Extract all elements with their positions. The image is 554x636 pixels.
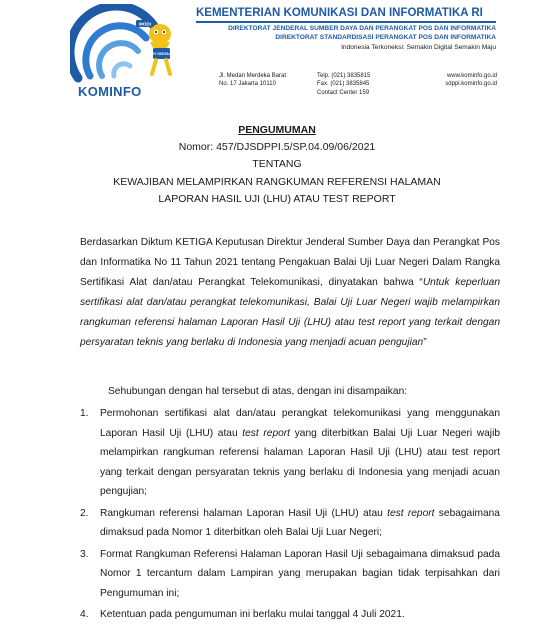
numbered-list bbox=[80, 404, 500, 627]
item-number: 3. bbox=[80, 548, 89, 560]
website-2[interactable]: sdppi.kominfo.go.id bbox=[445, 81, 497, 88]
opening-paragraph bbox=[80, 233, 500, 353]
paragraph-text: Berdasarkan Diktum KETIGA Keputusan Direktur Jenderal Sumber Daya dan Perangkat Pos dan Informatika No 11 Tahun 2021 tentang Pengakuan Balai Uji Luar Negeri Dalam Rangka Sertifikasi Alat dan/atau Perangkat Telekomunikasi, dinyatakan bahwa “ bbox=[80, 237, 500, 288]
contact-center: Contact Center 159 bbox=[317, 89, 370, 96]
list-item bbox=[80, 504, 500, 543]
logo-wordmark: KOMINFO bbox=[78, 84, 142, 99]
header-divider bbox=[196, 21, 496, 23]
list-item bbox=[80, 545, 500, 604]
directorate: DIREKTORAT STANDARDISASI PERANGKAT POS DAN INFORMATIKA bbox=[275, 33, 496, 41]
quote-close: ” bbox=[423, 337, 427, 348]
mascot-icon bbox=[136, 20, 171, 74]
list-intro: Sehubungan dengan hal tersebut di atas, dengan ini disampaikan: bbox=[108, 386, 408, 397]
fax: Fax. (021) 3835845 bbox=[317, 81, 370, 88]
item-text-cont: sebagaimana dimaksud pada Nomor 1 diterbitkan oleh Balai Uji Luar Negeri; bbox=[100, 507, 500, 538]
item-text-cont: yang diterbitkan Balai Uji Luar Negeri wajib melampirkan rangkuman referensi halaman Laporan Hasil Uji (LHU) atau test report yang terkait dengan persyaratan teknis yang berlaku di Indonesia yang menjadi acuan pengujian; bbox=[100, 427, 500, 497]
tagline: Indonesia Terkoneksi: Semakin Digital Semakin Maju bbox=[341, 44, 496, 51]
address bbox=[219, 72, 309, 89]
mascot-sign-text: TV DIGITAL bbox=[152, 52, 171, 56]
list-item bbox=[80, 404, 500, 502]
item-text: Rangkuman referensi halaman Laporan Hasil Uji (LHU) atau bbox=[100, 507, 388, 519]
phone-info bbox=[317, 72, 407, 97]
item-text: Ketentuan pada pengumuman ini berlaku mulai tanggal 4 Juli 2021. bbox=[100, 609, 405, 620]
directorate-general: DIREKTORAT JENDERAL SUMBER DAYA DAN PERANGKAT POS DAN INFORMATIKA bbox=[228, 25, 496, 32]
item-italic: test report bbox=[387, 507, 435, 519]
website-1[interactable]: www.kominfo.go.id bbox=[446, 73, 497, 79]
mascot-badge-text: MODI bbox=[139, 21, 151, 27]
list-item bbox=[80, 605, 500, 625]
item-italic: test report bbox=[242, 427, 291, 439]
about-label: TENTANG bbox=[252, 158, 302, 170]
item-number: 4. bbox=[80, 609, 89, 620]
subject-line-1: KEWAJIBAN MELAMPIRKAN RANGKUMAN REFERENSI HALAMAN bbox=[113, 176, 441, 188]
document-heading: PENGUMUMAN bbox=[238, 124, 316, 136]
item-text: Format Rangkuman Referensi Halaman Laporan Hasil Uji sebagaimana dimaksud pada Nomor 1 tercantum dalam Lampiran yang merupakan bagian tidak terpisahkan dari Pengumuman ini; bbox=[100, 548, 500, 599]
ministry-name: KEMENTERIAN KOMUNIKASI DAN INFORMATIKA RI bbox=[196, 7, 483, 19]
item-text: Permohonan sertifikasi alat dan/atau perangkat telekomunikasi yang menggunakan Laporan Hasil Uji (LHU) atau bbox=[100, 408, 500, 439]
subject-line-2: LAPORAN HASIL UJI (LHU) ATAU TEST REPORT bbox=[158, 193, 396, 205]
telephone: Telp. (021) 3835815 bbox=[317, 73, 371, 79]
item-number: 1. bbox=[80, 408, 89, 419]
quoted-text: Untuk keperluan sertifikasi alat dan/atau perangkat telekomunikasi, Balai Uji Luar Negeri wajib melampirkan rangkuman referensi halaman Laporan Hasil Uji (LHU) atau test report yang terkait dengan persyaratan teknis yang berlaku di Indonesia yang menjadi acuan pengujian bbox=[80, 277, 500, 348]
item-number: 2. bbox=[80, 507, 89, 519]
letterhead-header bbox=[196, 6, 496, 51]
address-line-2: No. 17 Jakarta 10110 bbox=[219, 81, 276, 88]
document-number: Nomor: 457/DJSDPPI.5/SP.04.09/06/2021 bbox=[178, 141, 376, 153]
address-line-1: Jl. Medan Merdeka Barat bbox=[219, 73, 287, 79]
websites bbox=[427, 72, 497, 89]
